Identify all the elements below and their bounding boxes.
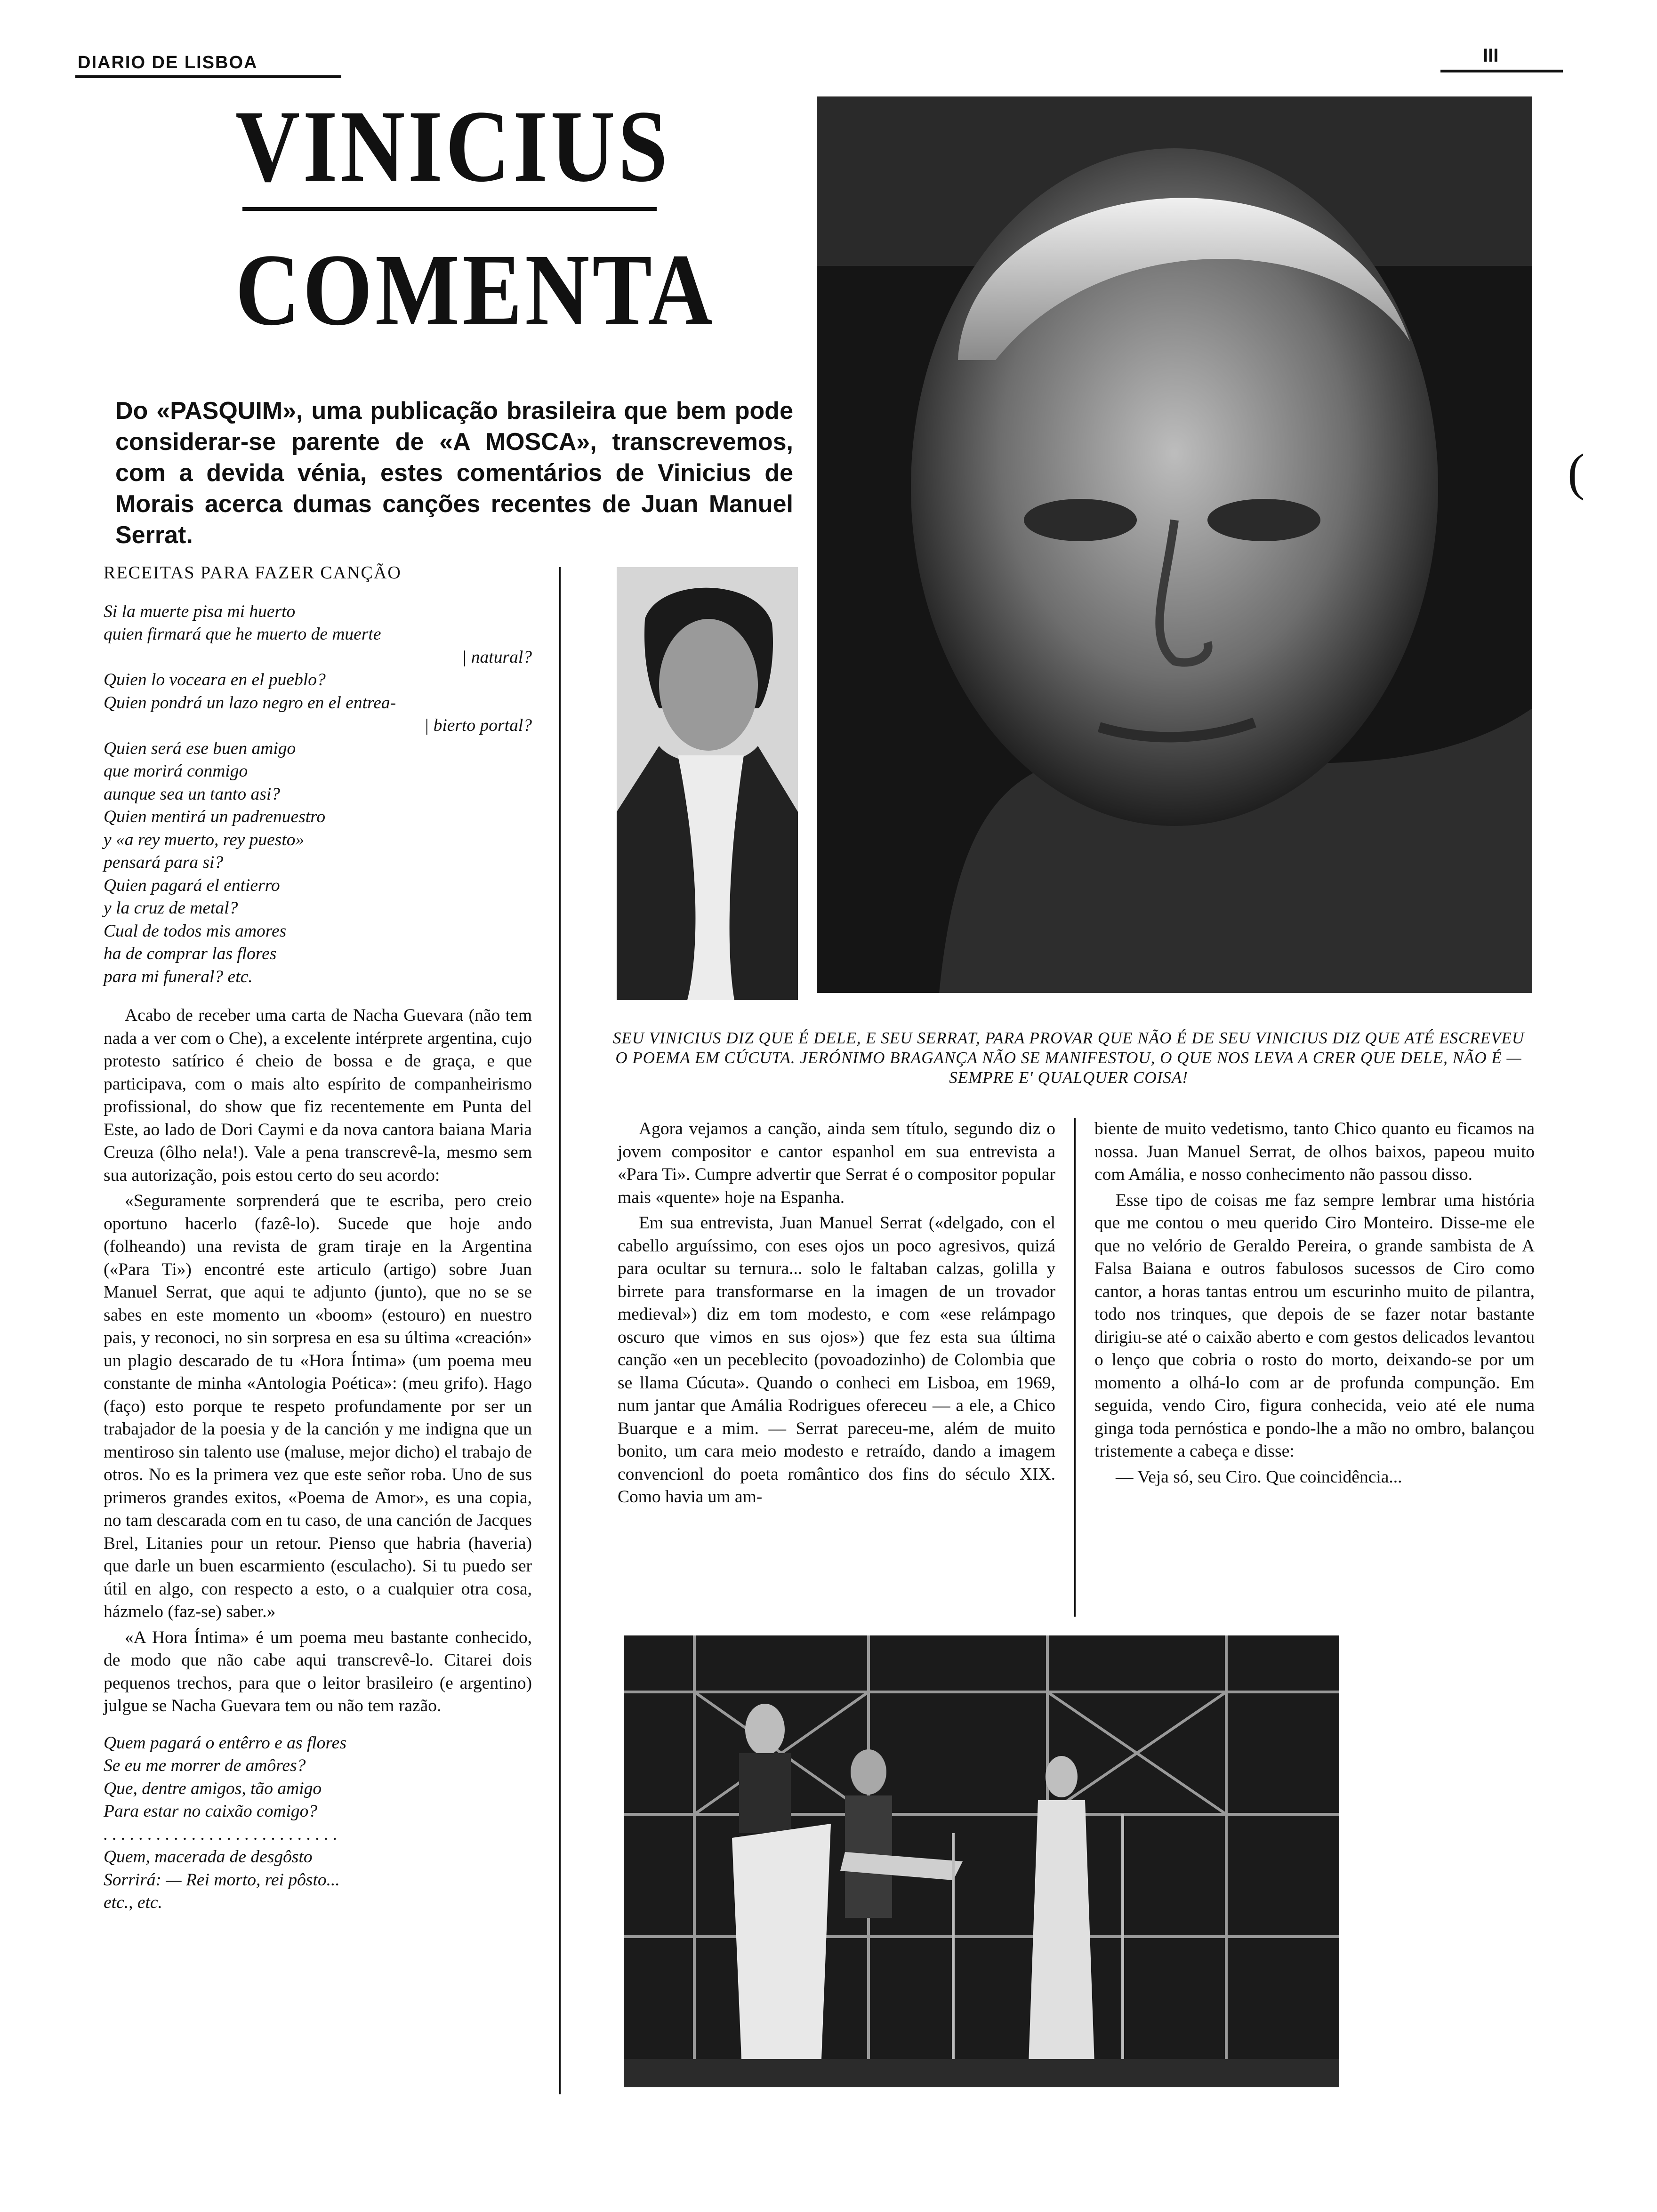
poem-line: Que, dentre amigos, tão amigo: [104, 1779, 322, 1798]
body-paragraph: Esse tipo de coisas me faz sempre lembrar uma história que me contou o meu querido Ciro Monteiro. Disse-me ele que no velório de Geraldo Pereira, o grande sambista de A Falsa Baiana e outros fabulosos sucessos de Ciro como cantor, a horas tantas entrou um escurinho muito de pilantra, todo nos trinques, que depois de se fazer notar bastante dirigiu-se até o caixão aberto e com gestos delicados levantou o lenço que cobria o rosto do morto, deixando-se por um momento a olhá-lo com ar de profunda compunção. Em seguida, vendo Ciro, figura conhecida, veio até ele numa ginga toda pernóstica e pondo-lhe a mão no ombro, balançou tristemente a cabeça e disse:: [1094, 1190, 1535, 1461]
serrat-portrait-photo: [617, 567, 798, 1000]
newspaper-name: DIARIO DE LISBOA: [78, 53, 258, 72]
poem-line: y la cruz de metal?: [104, 898, 238, 918]
poem-line: ha de comprar las flores: [104, 944, 277, 963]
masthead-rule-left: [75, 75, 341, 78]
poem-line: aunque sea un tanto asi?: [104, 784, 280, 804]
stage-performance-photo: [624, 1635, 1339, 2087]
masthead-rule-right: [1440, 70, 1563, 72]
poem-line: etc., etc.: [104, 1893, 162, 1912]
article-column-2: [618, 1118, 1055, 1512]
poem-line: pensará para si?: [104, 853, 224, 872]
body-paragraph: — Veja só, seu Ciro. Que coincidência...: [1116, 1467, 1402, 1487]
poem-line: que morirá conmigo: [104, 761, 248, 781]
article-column-1: [104, 561, 532, 1931]
poem-line: Si la muerte pisa mi huerto: [104, 601, 296, 621]
headline-line-1: VINICIUS: [235, 89, 671, 204]
poem-line: Quien pagará el entierro: [104, 875, 280, 895]
lead-paragraph: Do «PASQUIM», uma publicação brasileira que bem pode considerar-se parente de «A MOSCA», transcrevemos, com a devida vénia, estes comentários de Vinicius de Morais acerca dumas canções recentes de Juan Manuel Serrat.: [115, 397, 793, 549]
poem-line: y «a rey muerto, rey puesto»: [104, 830, 305, 850]
poem-line: Sorrirá: — Rei morto, rei pôsto...: [104, 1870, 340, 1890]
portuguese-poem-excerpt: [104, 1732, 532, 1915]
column-rule-1: [559, 567, 561, 2094]
spanish-poem: [104, 601, 532, 989]
headline-line-2: COMENTA: [235, 233, 716, 347]
page-number: III: [1483, 45, 1499, 66]
margin-mark: (: [1568, 443, 1585, 501]
body-paragraph: biente de muito vedetismo, tanto Chico quanto eu ficamos na nossa. Juan Manuel Serrat, de olhos baixos, papeou muito com Amália, e nosso conhecimento não passou disso.: [1094, 1119, 1535, 1184]
body-paragraph: Em sua entrevista, Juan Manuel Serrat («delgado, con el cabello arguíssimo, con eses ojos un poco agresivos, quizá para ocultar su ternura... solo le faltaban calzas, golilla y birrete para transformarse en la imagen de un trovador medieval») diz em tom modesto, e com «ese relámpago oscuro que vimos en sus ojos») que fez esta sua última canção «en un peceblecito (povoadozinho) de Colombia que se llama Cúcuta». Quando o conheci em Lisboa, em 1969, num jantar que Amália Rodrigues ofereceu — a ele, a Chico Buarque e a mim. — Serrat pareceu-me, além de muito bonito, um cara meio modesto e retraído, dando a imagem convencionl do poeta romântico dos fins do século XIX. Como havia um am-: [618, 1213, 1055, 1507]
vinicius-portrait-photo: [817, 96, 1532, 993]
poem-line: Quien mentirá un padrenuestro: [104, 807, 326, 826]
section-heading: RECEITAS PARA FAZER CANÇÃO: [104, 563, 402, 583]
poem-line: para mi funeral? etc.: [104, 967, 253, 986]
poem-line: quien firmará que he muerto de muerte: [104, 625, 381, 644]
poem-line: Para estar no caixão comigo?: [104, 1802, 318, 1821]
poem-line: Cual de todos mis amores: [104, 921, 287, 941]
poem-line: . . . . . . . . . . . . . . . . . . . . . . . . . . .: [104, 1824, 338, 1844]
poem-line: Se eu me morrer de amôres?: [104, 1756, 306, 1775]
poem-line: Quien será ese buen amigo: [104, 738, 296, 758]
body-paragraph: Acabo de receber uma carta de Nacha Guevara (não tem nada a ver com o Che), a excelente intérprete argentina, cujo protesto satírico é cheio de bossa e de graça, e que participava, com o mais alto espírito de companheirismo profissional, do show que fiz recentemente em Punta del Este, ao lado de Dori Caymi e da nova cantora baiana Maria Creuza (ôlho nela!). Vale a pena transcrevê-la, mesmo sem sua autorização, pois estou certo do seu acordo:: [104, 1006, 532, 1185]
body-paragraph: Agora vejamos a canção, ainda sem título, segundo diz o jovem compositor e cantor espanhol em sua entrevista a «Para Ti». Cumpre advertir que Serrat é o compositor popular mais «quente» hoje na Espanha.: [618, 1119, 1055, 1207]
article-column-3: [1094, 1118, 1535, 1491]
body-paragraph: «Seguramente sorprenderá que te escriba, pero creio oportuno hacerlo (fazê-lo). Sucede que hoje ando (folheando) una revista de gram tiraje en la Argentina («Para Ti») encontré este articulo (artigo) sobre Juan Manuel Serrat, que aqui te adjunto (junto), que no se se sabes en este momento un «boom» (estouro) en nuestro pais, y reconoci, no sin sorpresa en esa su última «creación» un plagio descarado de tu «Hora Íntima» (um poema meu constante de minha «Antologia Poética»: (meu grifo). Hago (faço) esto porque te respeto profundamente por ser un trabajador de la poesia y de la canción y me indigna que un mentiroso sin talento use (maluse, mejor dicho) el trabajo de otros. No es la primera vez que este señor roba. Uno de sus primeros grandes exitos, «Poema de Amor», es una copia, no tam descarada com en tu caso, de una canción de Jacques Brel, Litanies pour un retour. Pienso que habria (haveria) que darle un buen escarmiento (esculacho). Si tu puedo ser útil en algo, con respecto a esto, o a cualquier otra cosa, házmelo (faz-se) saber.»: [104, 1191, 532, 1621]
column-rule-2: [1074, 1118, 1076, 1617]
poem-line: | natural?: [462, 647, 532, 667]
poem-line: Quem, macerada de desgôsto: [104, 1847, 313, 1867]
photo-caption: SEU VINICIUS DIZ QUE É DELE, E SEU SERRAT, PARA PROVAR QUE NÃO É DE SEU VINICIUS DIZ QUE ATÉ ESCREVEU O POEMA EM CÚCUTA. JERÓNIMO BRAGANÇA NÃO SE MANIFESTOU, O QUE NOS LEVA A CRER QUE DELE, NÃO É — SEMPRE E' QUALQUER COISA!: [612, 1029, 1525, 1087]
poem-line: Quem pagará o entêrro e as flores: [104, 1733, 346, 1753]
headline-divider: [242, 207, 657, 211]
body-paragraph: «A Hora Íntima» é um poema meu bastante conhecido, de modo que não cabe aqui transcrevê-lo. Citarei dois pequenos trechos, para que o leitor brasileiro (e argentino) julgue se Nacha Guevara tem ou não tem razão.: [104, 1627, 532, 1715]
poem-line: | bierto portal?: [424, 716, 532, 735]
poem-line: Quien lo voceara en el pueblo?: [104, 670, 326, 689]
poem-line: Quien pondrá un lazo negro en el entrea-: [104, 693, 396, 713]
